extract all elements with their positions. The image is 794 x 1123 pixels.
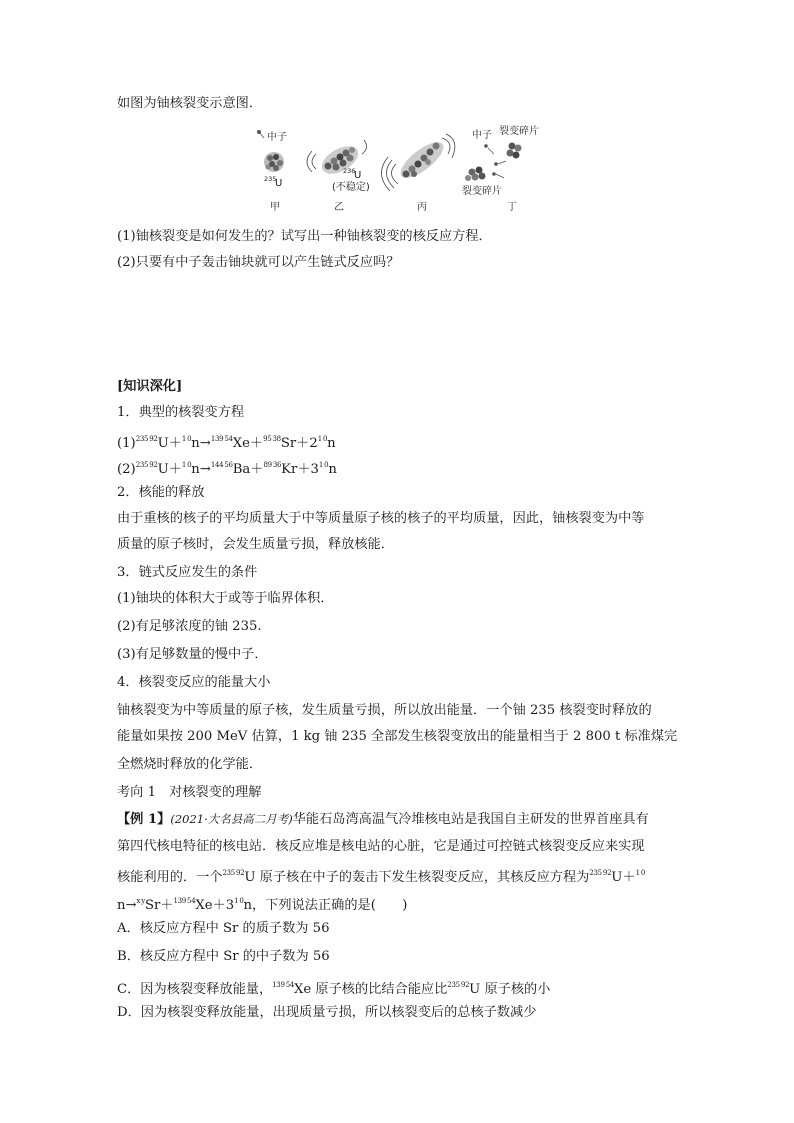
fragment-bottom-label: 裂变碎片 <box>462 186 502 197</box>
stage-label-ding: 丁 <box>507 202 517 213</box>
example-tag: 【例 1】 <box>117 812 171 827</box>
option-b: B．核反应方程中 Sr 的中子数为 56 <box>117 949 330 964</box>
section-2-title: 2．核能的释放 <box>117 485 205 500</box>
u235-mass: 235 <box>264 175 277 183</box>
section-4-text-2: 能量如果按 200 MeV 估算，1 kg 铀 235 全部发生核裂变放出的能量相当于 2 800 t 标准煤完 <box>117 729 678 744</box>
stage-label-jia: 甲 <box>270 202 280 213</box>
section-3-item-2: (2)有足够浓度的铀 235. <box>117 619 262 634</box>
unstable-label: (不稳定) <box>332 182 370 193</box>
stage-label-bing: 丙 <box>417 202 427 213</box>
knowledge-heading: [知识深化] <box>117 379 183 394</box>
fission-diagram-svg <box>250 124 570 216</box>
section-3-item-1: (1)铀块的体积大于或等于临界体积． <box>117 591 334 606</box>
u236-mass: 236 <box>343 167 356 175</box>
neutron-label: 中子 <box>267 132 287 143</box>
section-3-title: 3．链式反应发生的条件 <box>117 565 258 580</box>
fission-equation-1: $(1)^{235 92}U+^{1 0}n\to^{139 54}Xe+^{95 38}Sr+2^{1 0}n$ <box>117 435 336 451</box>
fragment-bottom <box>465 167 486 182</box>
section-4-text-3: 全燃烧时释放的化学能． <box>117 757 263 772</box>
section-1-title: 1．典型的核裂变方程 <box>117 405 245 420</box>
topic-heading: 考向 1 对核裂变的理解 <box>117 785 262 800</box>
u236-symbol: U <box>354 170 362 181</box>
example-line-2: 第四代核电特征的核电站．核反应堆是核电站的心脏，它是通过可控链式核裂变反应来实现 <box>117 839 645 854</box>
question-1: (1)铀核裂变是如何发生的？试写出一种铀核裂变的核反应方程． <box>117 229 492 244</box>
fragment-top-label: 裂变碎片 <box>499 126 539 137</box>
section-4-title: 4．核裂变反应的能量大小 <box>117 675 271 690</box>
section-3-item-3: (3)有足够数量的慢中子． <box>117 647 268 662</box>
question-2: (2)只要有中子轰击铀块就可以产生链式反应吗？ <box>117 255 400 270</box>
option-a: A．核反应方程中 Sr 的质子数为 56 <box>117 921 330 936</box>
stage-label-yi: 乙 <box>334 202 344 213</box>
fission-equation-2: $(2)^{235 92}U+^{1 0}n\to^{144 56}Ba+^{89 36}Kr+3^{1 0}n$ <box>117 461 337 477</box>
example-source: (2021·大名县高二月考) <box>170 812 293 826</box>
stage-bing <box>381 134 454 213</box>
intro-text: 如图为铀核裂变示意图． <box>117 96 263 111</box>
section-4-text-1: 铀核裂变为中等质量的原子核，发生质量亏损，所以放出能量．一个铀 235 核裂变时释放的 <box>117 703 652 718</box>
fragment-top <box>507 143 522 159</box>
stage-jia <box>257 130 287 213</box>
stage-yi <box>307 140 370 213</box>
option-d: D．因为核裂变释放能量，出现质量亏损，所以核裂变后的总核子数减少 <box>117 1005 537 1020</box>
stage-ding <box>462 124 539 213</box>
uranium-fission-diagram <box>250 124 570 216</box>
section-2-text-2: 质量的原子核时，会发生质量亏损，释放核能． <box>117 537 394 552</box>
option-c: C．因为核裂变释放能量，$^{139 54}$Xe 原子核的比结合能应比$^{235 92}$U 原子核的小 <box>117 981 551 997</box>
u235-nucleus <box>264 152 284 172</box>
neutron-label-ding: 中子 <box>472 130 492 141</box>
example-line-4: $n\to^{x y}Sr+^{139 54}Xe+3^{1 0}n$，下列说法正确的是( ) <box>117 897 408 913</box>
example-line-3: 核能利用的．一个$^{235 92}$U 原子核在中子的轰击下发生核裂变反应，其核反应方程为$^{235 92}$U＋$^{1 0}$ <box>117 869 645 885</box>
u235-symbol: U <box>275 178 283 189</box>
neutron-arrow <box>259 132 264 138</box>
section-2-text-1: 由于重核的核子的平均质量大于中等质量原子核的核子的平均质量，因此，铀核裂变为中等 <box>117 511 645 526</box>
example-line-1: 【例 1】(2021·大名县高二月考)华能石岛湾高温气冷堆核电站是我国自主研发的世界首座具有 <box>117 812 649 827</box>
